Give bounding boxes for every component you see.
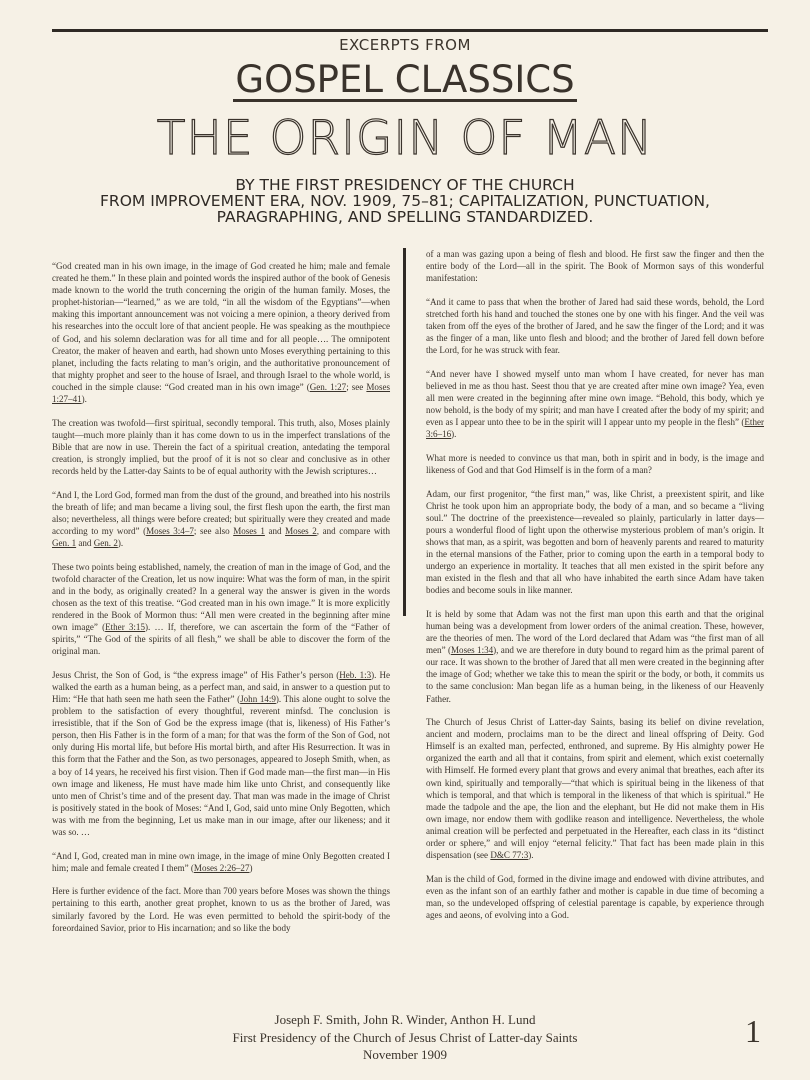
- left-column: [52, 260, 390, 945]
- top-rule: [52, 29, 768, 32]
- scripture-link[interactable]: John 14:9: [240, 694, 276, 704]
- scripture-link[interactable]: Ether 3:15: [105, 622, 145, 633]
- paragraph: of a man was gazing upon a being of flesh and blood. He first saw the finger and then the entire body of the Lord—all in the spirit. The Book of Mormon says of this wonderful manifestation:: [426, 249, 764, 284]
- signatories: Joseph F. Smith, John R. Winder, Anthon H. Lund: [274, 1012, 536, 1027]
- scripture-link[interactable]: Moses 2:26–27: [193, 862, 250, 873]
- paragraph: “God created man in his own image, in the image of God created he him; male and female created he them.” In these plain and pointed words the inspired author of the book of Genesis made known to the world the truth concerning the origin of the human family. Moses, the prophet-historian—“learned,” as we are told, “in all the wisdom of the Egyptians”—when making this important announcement was not voicing a mere opinion, a theory derived from his researches into the occult lore of that ancient people. He was speaking as the mouthpiece of God, and his solemn declaration was for all time and for all people…. The omnipotent Creator, the maker of heaven and earth, had shown unto Moses everything pertaining to this planet, including the facts relating to man’s origin, and the authoritative pronouncement of that mighty prophet and seer to the house of Israel, and through Israel to the whole world, is couched in the simple clause: “God created man in his own image” (Gen. 1:27; see Moses 1:27–41).: [52, 261, 391, 405]
- paragraph: It is held by some that Adam was not the first man upon this earth and that the original human being was a development from lower orders of the animal creation. These, however, are the theories of men. The word of the Lord declared that Adam was “the first man of all men” (Moses 1:34), and we are therefore in duty bound to regard him as the primal parent of our race. It was shown to the brother of Jared that all men were created in the beginning after the image of God; whether we take this to mean the spirit or the body, or both, it commits us to the same conclusion: Man began life as a human being, in the likeness of our Heavenly Father.: [426, 608, 764, 704]
- page-title: THE ORIGIN OF MAN: [156, 111, 654, 166]
- paragraph: The Church of Jesus Christ of Latter-day Saints, basing its belief on divine revelation, ancient and modern, proclaims man to be the direct and lineal offspring of Deity. God Himself is an exalted man, perfected, enthroned, and supreme. By His almighty power He organized the earth and all that it contains, from spirit and element, which exist coeternally with Himself. He formed every plant that grows and every animal that breathes, each after its own kind, spiritually and temporally—“that which is spiritual being in the likeness of that which is temporal, and that which is temporal in the likeness of that which is spiritual.” He made the tadpole and the ape, the lion and the elephant, but He did not make them in His own image, nor endow them with godlike reason and intelligence. Nevertheless, the whole animal creation will be perfected and perpetuated in the Hereafter, each class in its “distinct order or sphere,” and will enjoy “eternal felicity.” That fact has been made plain in this dispensation (see D&C 77:3).: [426, 717, 764, 861]
- scripture-link[interactable]: Gen. 1: [52, 537, 77, 548]
- signatory-title: First Presidency of the Church of Jesus Christ of Latter-day Saints: [232, 1029, 578, 1045]
- column-divider: [403, 248, 406, 616]
- byline-line-3: PARAGRAPHING, AND SPELLING STANDARDIZED.: [216, 208, 594, 226]
- paragraph: “And never have I showed myself unto man whom I have created, for never has man believed in me as thou hast. Seest thou that ye are created after mine own image? Yea, even all men were created in the beginning after mine own image. “Behold, this body, which ye now behold, is the body of my spirit; and man have I created after the body of my spirit; and even as I appear unto thee to be in the spirit will I appear unto my people in the flesh” (Ether 3:6–16).: [426, 368, 764, 440]
- scripture-link[interactable]: Moses 1:27–41: [52, 381, 391, 405]
- paragraph: “And I, God, created man in mine own image, in the image of mine Only Begotten created I him; male and female created I them” (Moses 2:26–27): [52, 850, 390, 873]
- series-title: [0, 58, 810, 102]
- date: November 1909: [362, 1047, 448, 1062]
- scripture-link[interactable]: Gen. 2: [93, 537, 118, 548]
- paragraph: “And I, the Lord God, formed man from the dust of the ground, and breathed into his nostrils the breath of life; and man became a living soul, the first flesh upon the earth, the first man also; nevertheless, all things were before created; but spiritually were they created and made according to my word” (Moses 3:4–7; see also Moses 1 and Moses 2, and compare with Gen. 1 and Gen. 2).: [52, 489, 390, 548]
- scripture-link[interactable]: Moses 3:4–7: [146, 525, 194, 536]
- right-column: [426, 248, 764, 933]
- byline: [40, 177, 770, 225]
- paragraph: What more is needed to convince us that man, both in spirit and in body, is the image and likeness of God and that God Himself is in the form of a man?: [426, 452, 764, 475]
- scripture-link[interactable]: Moses 1:34: [451, 645, 494, 656]
- paragraph: Jesus Christ, the Son of God, is “the express image” of His Father’s person (Heb. 1:3). He walked the earth as a human being, as a perfect man, and said, in answer to a question put to Him: “He that hath seen me hath seen the Father” (John 14:9). This alone ought to solve the problem to the satisfaction of every thoughtful, reverent minfsd. The conclusion is irresistible, that if the Son of God be the express image (that is, likeness) of His Father’s person, then His Father is in the form of a man; for that was the form of the Son of God, not only during His mortal life, but before His mortal birth, and after His Resurrection. It was in this form that the Father and the Son, as two personages, appeared to Joseph Smith, when, as a boy of 14 years, he received his first vision. Then if God made man—the first man—in His own image and likeness, He must have made him like unto Christ, and consequently like unto men of Christ’s time and of the present day. That man was made in the image of Christ is positively stated in the book of Moses: “And I, God, said unto mine Only Begotten, which was with me from the beginning, Let us make man in our image, after our likeness; and it was so. …: [52, 669, 391, 838]
- paragraph: The creation was twofold—first spiritual, secondly temporal. This truth, also, Moses plainly taught—much more plainly than it has come down to us in the imperfect translations of the Bible that are now in use. Therein the fact of a spiritual creation, antedating the temporal creation, is strongly implied, but the proof of it is not so clear and conclusive as in other records held by the Latter-day Saints to be of equal authority with the Jewish scriptures…: [52, 417, 390, 476]
- paragraph: These two points being established, namely, the creation of man in the image of God, and the twofold character of the Creation, let us now inquire: What was the form of man, in the spirit and in the body, as originally created? In a general way the answer is given in the words chosen as the text of this treatise. “God created man in his own image.” It is more explicitly rendered in the Book of Mormon thus: “All men were created in the beginning after mine own image” (Ether 3:15). … If, therefore, we can ascertain the form of the “Father of spirits,” “The God of the spirits of all flesh,” we shall be able to discover the form of the original man.: [52, 561, 390, 657]
- series-title-text: GOSPEL CLASSICS: [235, 58, 575, 101]
- page-number: 1: [745, 1013, 761, 1049]
- scripture-link[interactable]: Gen. 1:27: [309, 381, 347, 392]
- scripture-link[interactable]: Moses 1: [233, 525, 265, 536]
- scripture-link[interactable]: D&C 77:3: [490, 850, 529, 861]
- scripture-link[interactable]: Moses 2: [285, 525, 317, 536]
- paragraph: Here is further evidence of the fact. More than 700 years before Moses was shown the things pertaining to this earth, another great prophet, known to us as the brother of Jared, was similarly favored by the Lord. He was even permitted to behold the spirit-body of the foreordained Savior, prior to His incarnation; and so like the body: [52, 886, 390, 933]
- paragraph: “And it came to pass that when the brother of Jared had said these words, behold, the Lord stretched forth his hand and touched the stones one by one with his finger. And the veil was taken from off the eyes of the brother of Jared, and he saw the finger of the Lord; and it was as the finger of a man, like unto flesh and blood; and the brother of Jared fell down before the Lord, for he was struck with fear.: [426, 296, 764, 356]
- byline-line-2: FROM IMPROVEMENT ERA, NOV. 1909, 75–81; CAPITALIZATION, PUNCTUATION,: [100, 192, 710, 210]
- scripture-link[interactable]: Ether 3:6–16: [426, 417, 764, 440]
- footer-signature: [0, 1011, 810, 1064]
- byline-line-1: BY THE FIRST PRESIDENCY OF THE CHURCH: [235, 176, 575, 194]
- scripture-link[interactable]: Heb. 1:3: [339, 669, 372, 680]
- paragraph: Adam, our first progenitor, “the first man,” was, like Christ, a preexistent spirit, and like Christ he took upon him an appropriate body, the body of a man, and so became a “living soul.” The doctrine of the preexistence—revealed so plainly, particularly in latter days—pours a wonderful flood of light upon the otherwise mysterious problem of man’s origin. It shows that man, as a spirit, was begotten and born of heavenly parents and reared to maturity in the eternal mansions of the Father, prior to coming upon the earth in a temporal body to undergo an experience in mortality. It teaches that all men existed in the spirit before any man existed in the flesh and that all who have inhabited the earth since Adam have taken bodies and become souls in like manner.: [426, 488, 764, 596]
- paragraph: Man is the child of God, formed in the divine image and endowed with divine attributes, and even as the infant son of an earthly father and mother is capable in due time of becoming a man, so the undeveloped offspring of celestial parentage is capable, by experience through ages and aeons, of evolving into a God.: [426, 873, 764, 920]
- kicker: EXCERPTS FROM: [339, 36, 471, 54]
